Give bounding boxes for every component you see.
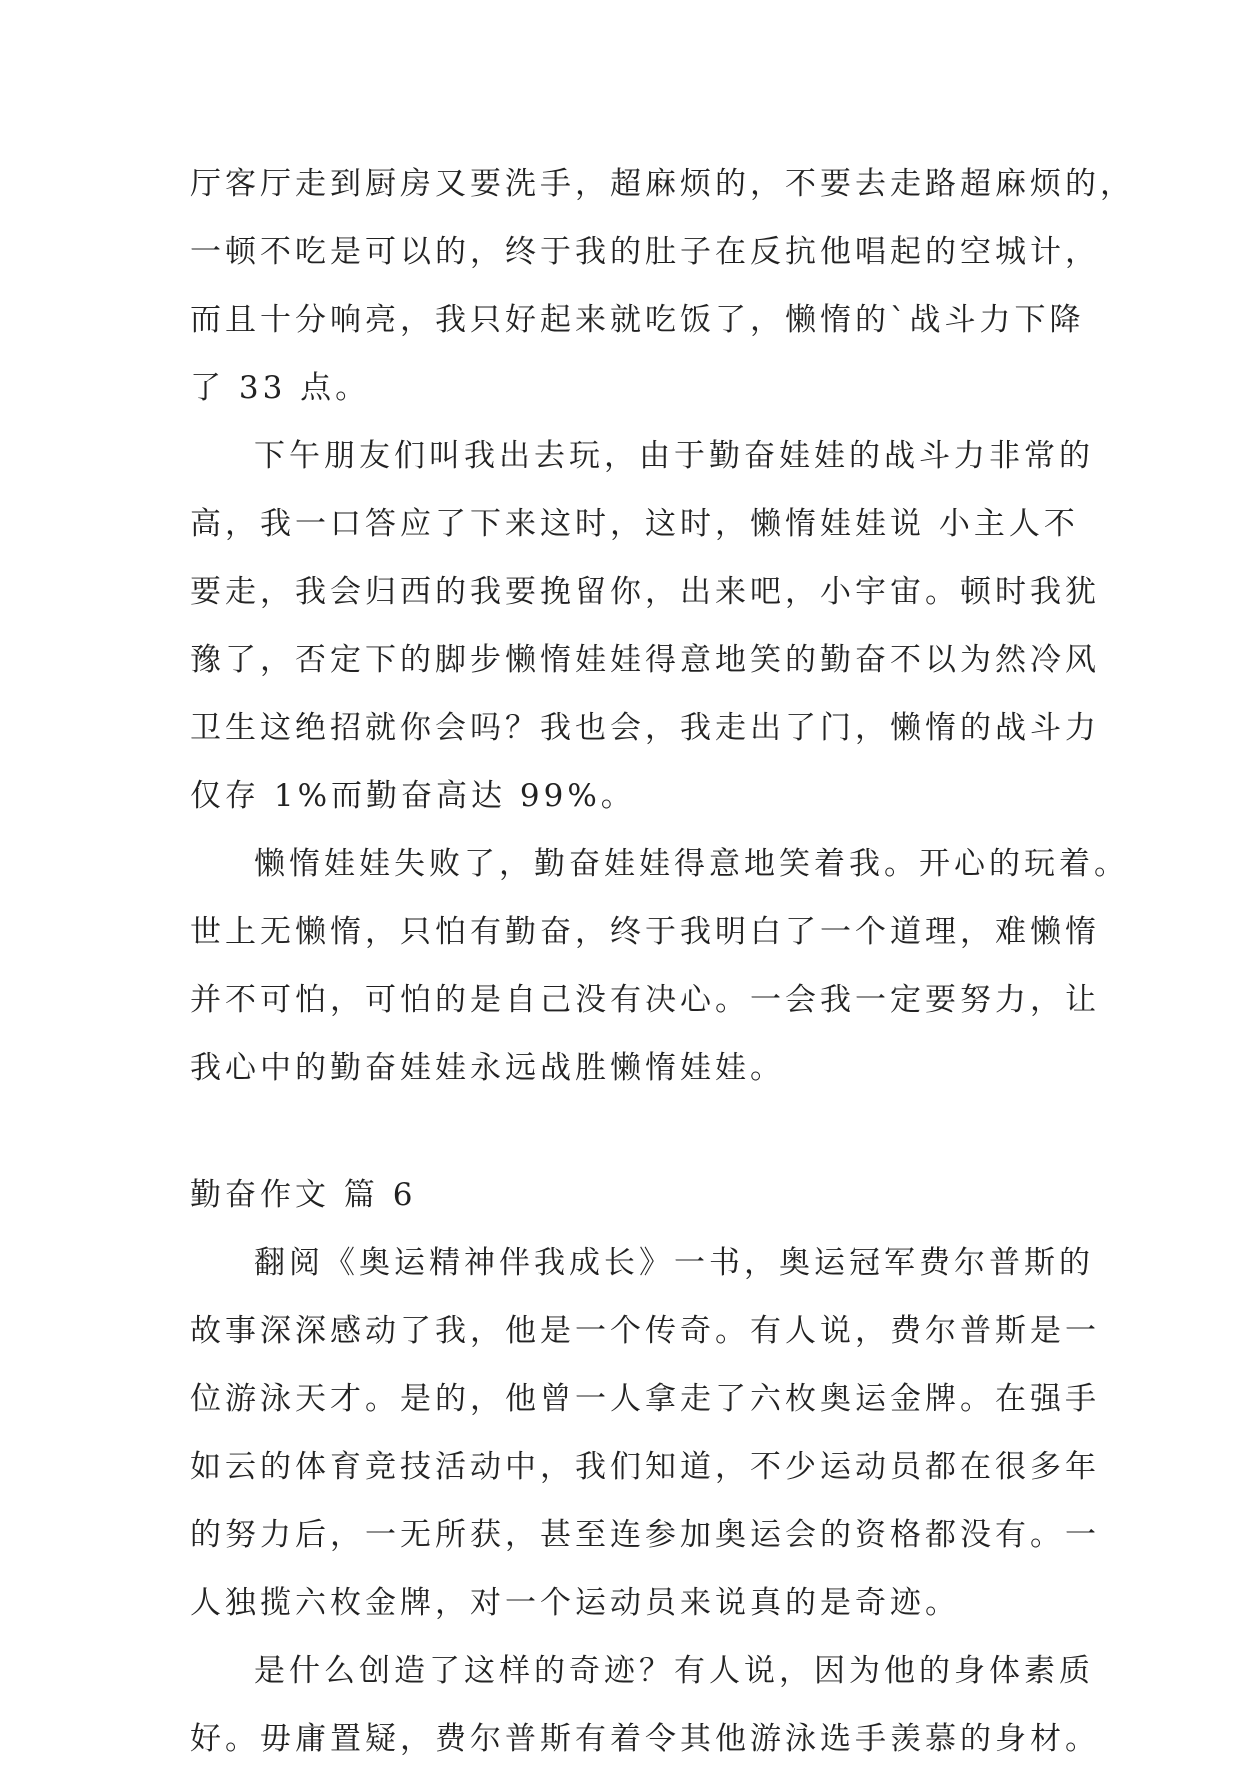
text-line: 位游泳天才。是的，他曾一人拿走了六枚奥运金牌。在强手	[190, 1381, 1100, 1417]
text-line: 了 33 点。	[190, 370, 371, 406]
text-line: 卫生这绝招就你会吗？我也会，我走出了门，懒惰的战斗力	[190, 710, 1100, 746]
text-line: 一顿不吃是可以的，终于我的肚子在反抗他唱起的空城计，	[190, 234, 1100, 270]
text-line: 好。毋庸置疑，费尔普斯有着令其他游泳选手羡慕的身材。	[190, 1721, 1100, 1757]
paragraph-first-line: 下午朋友们叫我出去玩，由于勤奋娃娃的战斗力非常的	[254, 438, 1094, 474]
paragraph-first-line: 翻阅《奥运精神伴我成长》一书，奥运冠军费尔普斯的	[254, 1245, 1094, 1281]
text-line: 人独揽六枚金牌，对一个运动员来说真的是奇迹。	[190, 1585, 960, 1621]
text-line: 仅存 1%而勤奋高达 99%。	[190, 778, 636, 814]
paragraph-first-line: 懒惰娃娃失败了，勤奋娃娃得意地笑着我。开心的玩着。	[254, 846, 1129, 882]
text-line: 厅客厅走到厨房又要洗手，超麻烦的，不要去走路超麻烦的，	[190, 166, 1135, 202]
paragraph-first-line: 是什么创造了这样的奇迹？有人说，因为他的身体素质	[254, 1653, 1094, 1689]
text-line: 高，我一口答应了下来这时，这时，懒惰娃娃说 小主人不	[190, 506, 1079, 542]
text-line: 并不可怕，可怕的是自己没有决心。一会我一定要努力，让	[190, 982, 1100, 1018]
text-line: 我心中的勤奋娃娃永远战胜懒惰娃娃。	[190, 1050, 785, 1086]
text-line: 要走，我会归西的我要挽留你，出来吧，小宇宙。顿时我犹	[190, 574, 1100, 610]
text-line: 的努力后，一无所获，甚至连参加奥运会的资格都没有。一	[190, 1517, 1100, 1553]
section-heading: 勤奋作文 篇 6	[190, 1177, 417, 1213]
text-line: 而且十分响亮，我只好起来就吃饭了，懒惰的`战斗力下降	[190, 302, 1085, 338]
text-line: 世上无懒惰，只怕有勤奋，终于我明白了一个道理，难懒惰	[190, 914, 1100, 950]
text-line: 故事深深感动了我，他是一个传奇。有人说，费尔普斯是一	[190, 1313, 1100, 1349]
document-body	[190, 150, 1135, 1773]
text-line: 如云的体育竞技活动中，我们知道，不少运动员都在很多年	[190, 1449, 1100, 1485]
text-line: 豫了，否定下的脚步懒惰娃娃得意地笑的勤奋不以为然冷风	[190, 642, 1100, 678]
section-gap	[190, 1102, 1070, 1161]
